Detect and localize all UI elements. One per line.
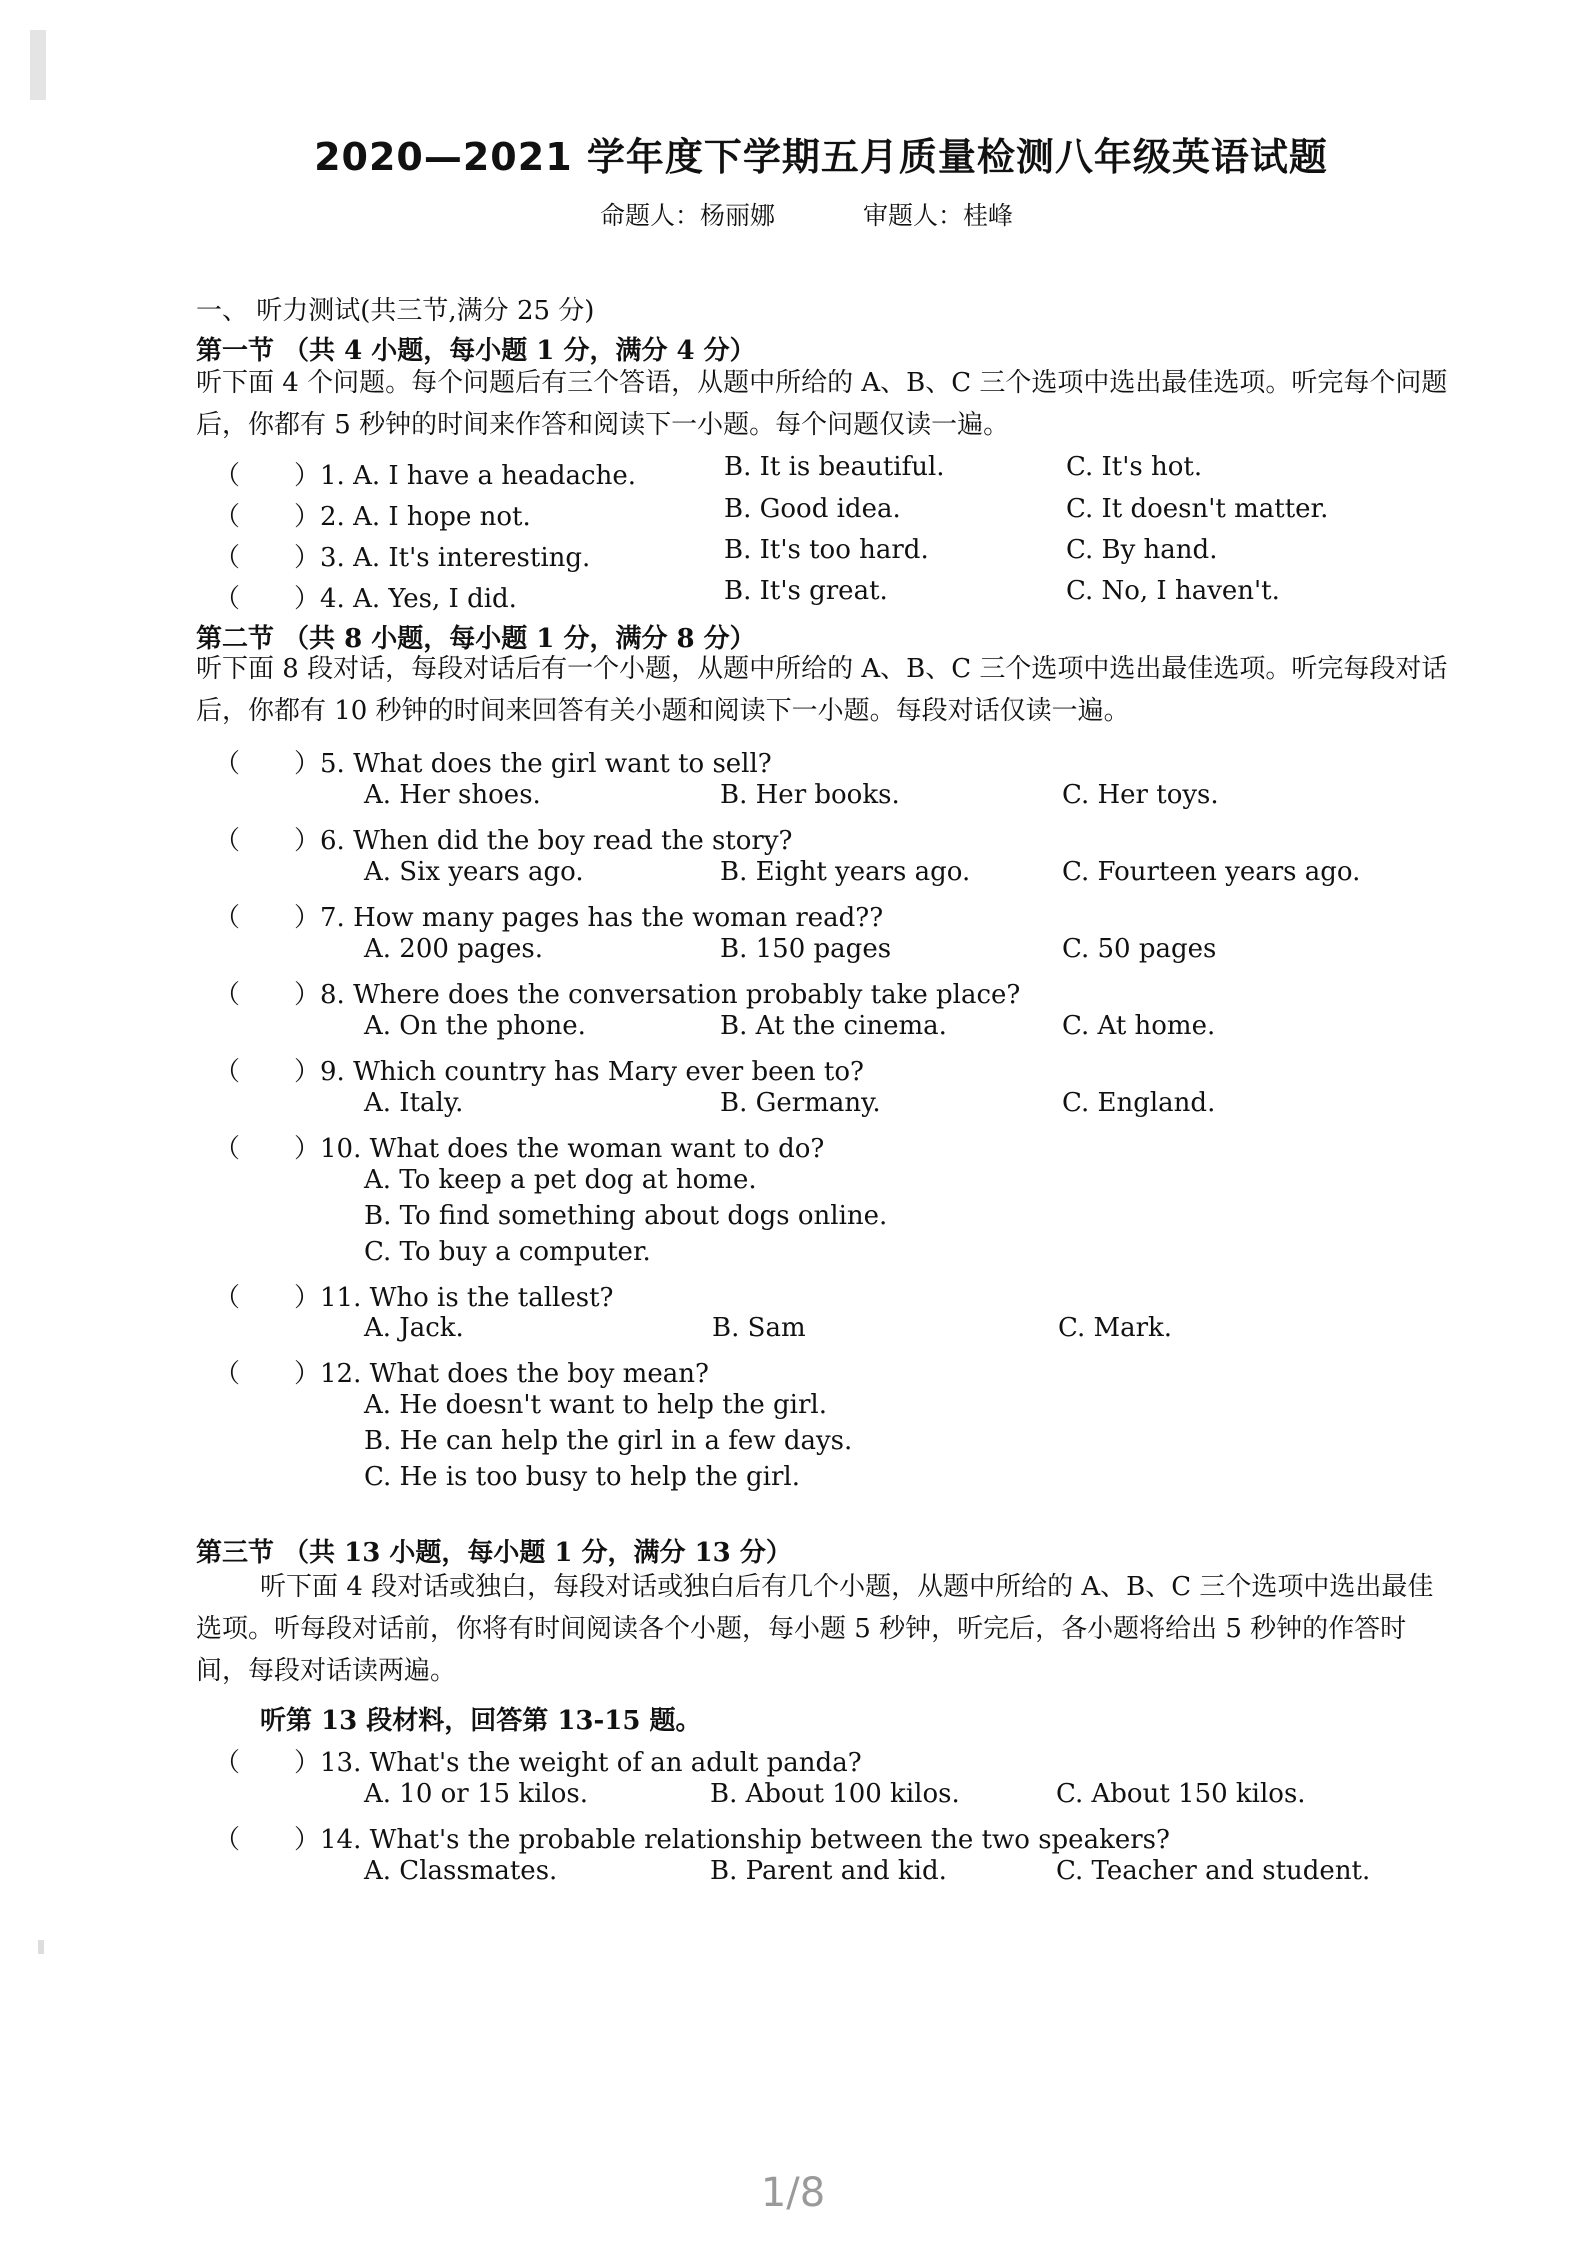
q12-option-a: A. He doesn't want to help the girl.	[364, 1390, 828, 1420]
question-11: （ ）11. Who is the tallest?	[214, 1283, 614, 1313]
section3-material-note: 听第 13 段材料，回答第 13-15 题。	[260, 1706, 702, 1736]
page-title: 2020—2021 学年度下学期五月质量检测八年级英语试题	[314, 135, 1328, 179]
q4-option-c: C. No, I haven't.	[1066, 576, 1280, 606]
q13-option-a: A. 10 or 15 kilos.	[364, 1779, 588, 1809]
q1-option-c: C. It's hot.	[1066, 452, 1203, 482]
scan-edge-shadow	[30, 30, 46, 100]
question-4: （ ）4. A. Yes, I did.	[214, 584, 517, 614]
reviewer-label: 审题人：桂峰	[863, 201, 1014, 230]
q9-option-a: A. Italy.	[364, 1088, 464, 1118]
q4-option-b: B. It's great.	[724, 576, 888, 606]
q12-option-b: B. He can help the girl in a few days.	[364, 1426, 853, 1456]
question-14: （ ）14. What's the probable relationship between the two speakers?	[214, 1825, 1170, 1855]
q7-option-b: B. 150 pages	[720, 934, 892, 964]
q5-option-a: A. Her shoes.	[364, 780, 541, 810]
q5-option-c: C. Her toys.	[1062, 780, 1219, 810]
section1-instructions: 听下面 4 个问题。每个问题后有三个答语，从题中所给的 A、B、C 三个选项中选出最佳选项。听完每个问题后，你都有 5 秒钟的时间来作答和阅读下一小题。每个问题仅读一遍。	[196, 368, 1448, 440]
q10-option-c: C. To buy a computer.	[364, 1237, 651, 1267]
q1-option-b: B. It is beautiful.	[724, 452, 945, 482]
q11-option-c: C. Mark.	[1058, 1313, 1173, 1343]
question-2: （ ）2. A. I hope not.	[214, 502, 531, 532]
section2-instructions: 听下面 8 段对话，每段对话后有一个小题，从题中所给的 A、B、C 三个选项中选出最佳选项。听完每段对话后，你都有 10 秒钟的时间来回答有关小题和阅读下一小题。每段对话仅读一遍。	[196, 654, 1448, 726]
q2-option-b: B. Good idea.	[724, 494, 901, 524]
q14-option-c: C. Teacher and student.	[1056, 1856, 1371, 1886]
q14-option-a: A. Classmates.	[364, 1856, 558, 1886]
q6-option-a: A. Six years ago.	[364, 857, 584, 887]
authors-line	[600, 196, 1013, 232]
q8-option-a: A. On the phone.	[364, 1011, 586, 1041]
q5-option-b: B. Her books.	[720, 780, 900, 810]
question-12: （ ）12. What does the boy mean?	[214, 1359, 709, 1389]
setter-label: 命题人：杨丽娜	[600, 201, 776, 230]
part1-heading: 一、 听力测试(共三节,满分 25 分)	[196, 296, 595, 326]
q8-option-b: B. At the cinema.	[720, 1011, 947, 1041]
section3-instructions: 听下面 4 段对话或独白，每段对话或独白后有几个小题，从题中所给的 A、B、C 三个选项中选出最佳选项。听每段对话前，你将有时间阅读各个小题，每小题 5 秒钟，听完后，各小题将给出 5 秒钟的作答时间，每段对话读两遍。	[196, 1572, 1434, 1686]
q10-option-a: A. To keep a pet dog at home.	[364, 1165, 757, 1195]
section3-heading: 第三节 （共 13 小题，每小题 1 分，满分 13 分）	[196, 1538, 792, 1568]
question-7: （ ）7. How many pages has the woman read??	[214, 903, 884, 933]
q7-option-c: C. 50 pages	[1062, 934, 1217, 964]
page-indicator: 1/8	[760, 2170, 826, 2216]
q2-option-c: C. It doesn't matter.	[1066, 494, 1329, 524]
question-3: （ ）3. A. It's interesting.	[214, 543, 591, 573]
q8-option-c: C. At home.	[1062, 1011, 1216, 1041]
q10-option-b: B. To find something about dogs online.	[364, 1201, 888, 1231]
q11-option-a: A. Jack.	[364, 1313, 464, 1343]
q6-option-c: C. Fourteen years ago.	[1062, 857, 1361, 887]
q12-option-c: C. He is too busy to help the girl.	[364, 1462, 800, 1492]
q11-option-b: B. Sam	[712, 1313, 806, 1343]
q3-option-c: C. By hand.	[1066, 535, 1218, 565]
q6-option-b: B. Eight years ago.	[720, 857, 971, 887]
question-6: （ ）6. When did the boy read the story?	[214, 826, 793, 856]
scan-edge-mark	[38, 1940, 44, 1954]
question-10: （ ）10. What does the woman want to do?	[214, 1134, 825, 1164]
question-5: （ ）5. What does the girl want to sell?	[214, 749, 772, 779]
question-9: （ ）9. Which country has Mary ever been to?	[214, 1057, 864, 1087]
section2-heading: 第二节 （共 8 小题，每小题 1 分，满分 8 分）	[196, 624, 756, 654]
q13-option-b: B. About 100 kilos.	[710, 1779, 960, 1809]
section1-heading: 第一节 （共 4 小题，每小题 1 分，满分 4 分）	[196, 336, 756, 366]
q9-option-b: B. Germany.	[720, 1088, 881, 1118]
q9-option-c: C. England.	[1062, 1088, 1216, 1118]
q3-option-b: B. It's too hard.	[724, 535, 929, 565]
question-13: （ ）13. What's the weight of an adult panda?	[214, 1748, 862, 1778]
question-8: （ ）8. Where does the conversation probably take place?	[214, 980, 1021, 1010]
q7-option-a: A. 200 pages.	[364, 934, 543, 964]
q13-option-c: C. About 150 kilos.	[1056, 1779, 1306, 1809]
question-1: （ ）1. A. I have a headache.	[214, 461, 636, 491]
q14-option-b: B. Parent and kid.	[710, 1856, 947, 1886]
